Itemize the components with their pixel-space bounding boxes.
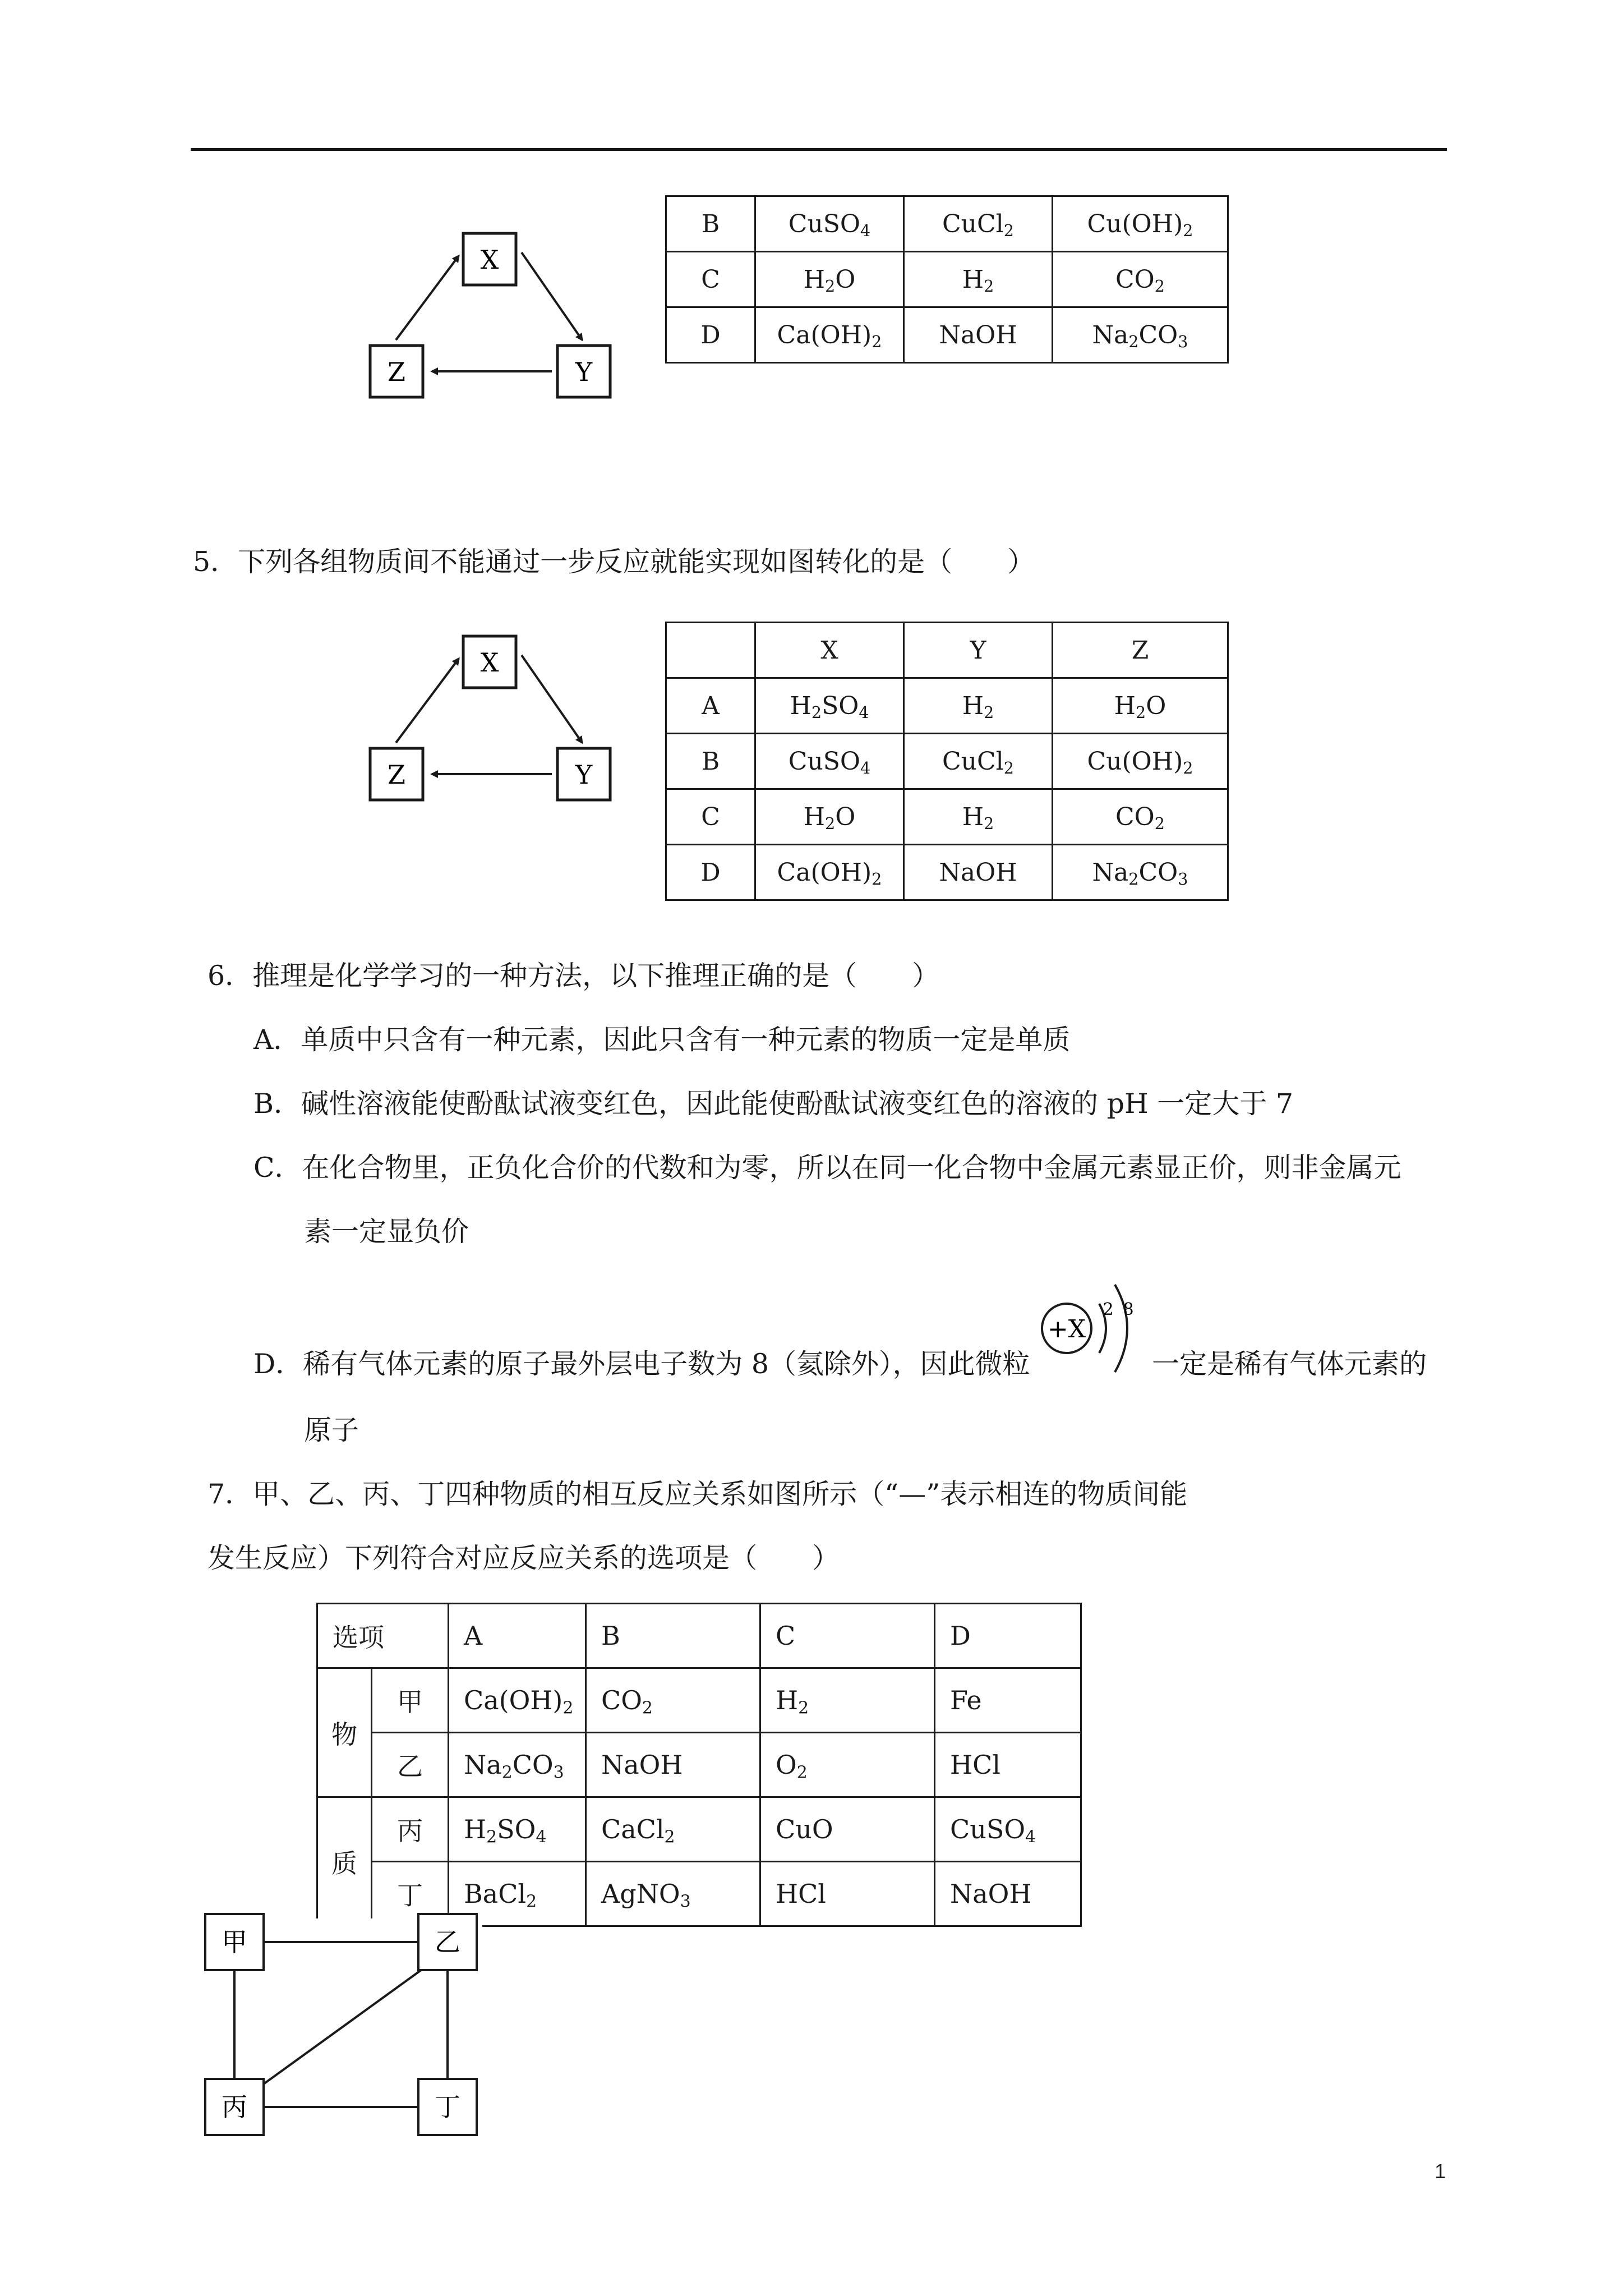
cell: CuCl$_2$	[904, 734, 1053, 789]
label-yi: 乙	[435, 1927, 460, 1957]
cell: $Cu(OH)_2$	[1053, 734, 1228, 789]
table-header-row	[317, 1604, 1081, 1668]
table-row	[317, 1668, 1081, 1733]
arrow-z-to-x	[396, 256, 459, 340]
question-6-option-b: B．碱性溶液能使酚酞试液变红色，因此能使酚酞试液变红色的溶液的 pH 一定大于 7	[253, 1088, 1294, 1120]
question-7-text-line2: 发生反应）下列符合对应反应关系的选项是（ ）	[208, 1542, 840, 1574]
cell: BaCl$_2$	[449, 1862, 586, 1926]
table-row	[666, 845, 1228, 900]
cell: $Ca(OH)_2$	[755, 307, 904, 363]
question-6-option-c-line2: 素一定显负价	[304, 1216, 469, 1248]
cell: $H_2O$	[755, 252, 904, 307]
cell: CuO	[760, 1797, 935, 1862]
label-z: Z	[388, 357, 405, 387]
cell: $H_2O$	[755, 789, 904, 845]
header-cell: Y	[904, 623, 1053, 678]
cell: NaOH	[935, 1862, 1081, 1926]
cell: $Cu(OH)_2$	[1053, 196, 1228, 252]
label-ding: 丁	[435, 2092, 460, 2122]
header-cell: D	[935, 1604, 1081, 1668]
table-row	[666, 734, 1228, 789]
header-cell	[666, 623, 755, 678]
row-label: D	[666, 307, 755, 363]
row-label: B	[666, 196, 755, 252]
cell: $H_2O$	[1053, 678, 1228, 734]
header-cell: C	[760, 1604, 935, 1668]
cycle-diagram-q5	[359, 627, 628, 818]
label-y: Y	[575, 760, 593, 790]
table-row	[317, 1797, 1081, 1862]
cell: AgNO$_3$	[586, 1862, 760, 1926]
label-x: X	[480, 647, 499, 678]
row-label: C	[666, 789, 755, 845]
row-label: 甲	[372, 1668, 449, 1733]
continuation-table	[665, 195, 1229, 364]
cell: $H_2$	[760, 1668, 935, 1733]
table-row	[666, 307, 1228, 363]
header-cell: Z	[1053, 623, 1228, 678]
row-label: D	[666, 845, 755, 900]
cell: $H_2SO_4$	[449, 1797, 586, 1862]
cell: CaCl$_2$	[586, 1797, 760, 1862]
table-row	[317, 1733, 1081, 1797]
cycle-diagram-top	[359, 224, 628, 415]
cell: $Na_2CO_3$	[449, 1733, 586, 1797]
cell: $CO_2$	[586, 1668, 760, 1733]
cell: $Ca(OH)_2$	[755, 845, 904, 900]
arrow-x-to-y	[522, 655, 582, 743]
label-z: Z	[388, 760, 405, 790]
row-label: B	[666, 734, 755, 789]
page-number: 1	[1435, 2160, 1446, 2183]
label-y: Y	[575, 357, 593, 387]
label-bing: 丙	[222, 2092, 247, 2122]
row-label: C	[666, 252, 755, 307]
cell: $Na_2CO_3$	[1053, 845, 1228, 900]
cell: $H_2$	[904, 252, 1053, 307]
question-7-table	[316, 1603, 1082, 1927]
cell: $Ca(OH)_2$	[449, 1668, 586, 1733]
cell: HCl	[935, 1733, 1081, 1797]
cell: CuSO$_4$	[755, 734, 904, 789]
cell: $H_2SO_4$	[755, 678, 904, 734]
table-row	[666, 678, 1228, 734]
table-header-row	[666, 623, 1228, 678]
cell: $CO_2$	[1053, 789, 1228, 845]
arrow-z-to-x	[396, 659, 459, 743]
cell: $H_2$	[904, 678, 1053, 734]
table-row	[666, 789, 1228, 845]
cell: $H_2$	[904, 789, 1053, 845]
cell: Fe	[935, 1668, 1081, 1733]
row-label: 丁	[372, 1862, 449, 1926]
cell: CuSO$_4$	[755, 196, 904, 252]
electron-shell-2	[1115, 1285, 1127, 1372]
group-label: 质	[317, 1797, 372, 1926]
nucleus-label: +X	[1047, 1315, 1086, 1343]
question-6-option-d-part2: 一定是稀有气体元素的	[1152, 1348, 1427, 1380]
shell-1-count: 2	[1103, 1300, 1114, 1319]
label-jia: 甲	[222, 1927, 247, 1957]
cell: $O_2$	[760, 1733, 935, 1797]
question-6-text: 6．推理是化学学习的一种方法，以下推理正确的是（ ）	[208, 960, 940, 992]
group-label: 物	[317, 1668, 372, 1797]
header-cell: 选项	[317, 1604, 449, 1668]
cell: NaOH	[904, 845, 1053, 900]
table-row	[666, 196, 1228, 252]
arrow-x-to-y	[522, 252, 582, 340]
cell: CuSO$_4$	[935, 1797, 1081, 1862]
question-7-text-line1: 7．甲、乙、丙、丁四种物质的相互反应关系如图所示（“—”表示相连的物质间能	[208, 1478, 1188, 1510]
shell-2-count: 8	[1123, 1300, 1134, 1319]
question-6-option-c-line1: C．在化合物里，正负化合价的代数和为零，所以在同一化合物中金属元素显正价，则非金属元	[253, 1152, 1401, 1184]
cell: $Na_2CO_3$	[1053, 307, 1228, 363]
cell: HCl	[760, 1862, 935, 1926]
label-x: X	[480, 245, 499, 275]
cell: $CO_2$	[1053, 252, 1228, 307]
question-6-option-d-line2: 原子	[304, 1414, 359, 1446]
row-label: 丙	[372, 1797, 449, 1862]
question-5-text: 5．下列各组物质间不能通过一步反应就能实现如图转化的是（ ）	[193, 546, 1035, 578]
header-cell: B	[586, 1604, 760, 1668]
cell: NaOH	[904, 307, 1053, 363]
atom-structure-diagram	[1036, 1273, 1149, 1380]
header-rule	[191, 148, 1447, 151]
cell: CuCl$_2$	[904, 196, 1053, 252]
question-6-option-d-part1: D．稀有气体元素的原子最外层电子数为 8（氦除外），因此微粒	[253, 1348, 1030, 1380]
header-cell: A	[449, 1604, 586, 1668]
question-5-table	[665, 622, 1229, 901]
question-6-option-a: A．单质中只含有一种元素，因此只含有一种元素的物质一定是单质	[253, 1024, 1071, 1056]
header-cell: X	[755, 623, 904, 678]
table-row	[666, 252, 1228, 307]
row-label: A	[666, 678, 755, 734]
row-label: 乙	[372, 1733, 449, 1797]
relation-diagram	[196, 1907, 488, 2154]
cell: NaOH	[586, 1733, 760, 1797]
line-yi-bing	[261, 1966, 427, 2086]
